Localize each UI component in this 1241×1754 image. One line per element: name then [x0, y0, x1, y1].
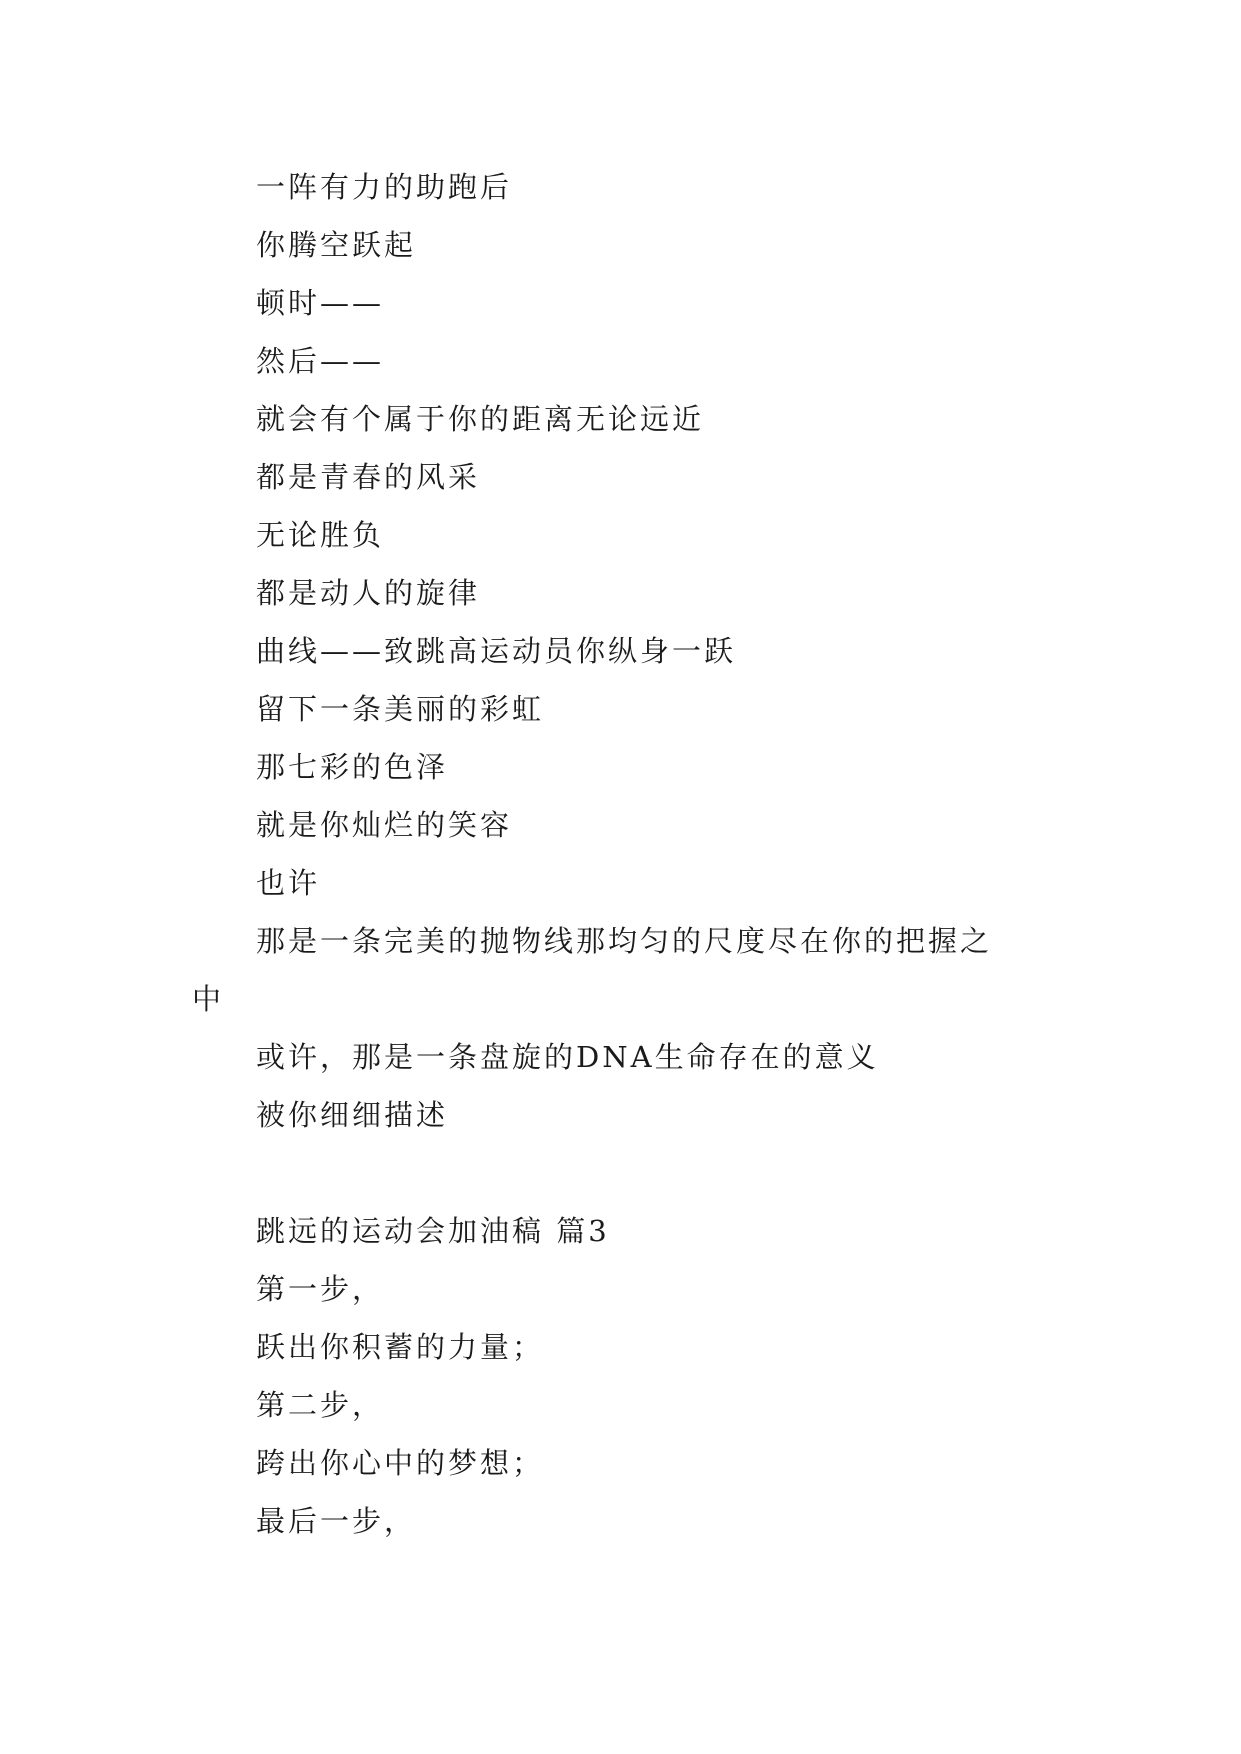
text-line: 都是动人的旋律: [256, 576, 481, 610]
text-line: 那是一条完美的抛物线那均匀的尺度尽在你的把握之: [256, 924, 993, 958]
text-line: 然后——: [256, 344, 385, 378]
text-line: 就是你灿烂的笑容: [256, 808, 513, 842]
text-line: 也许: [256, 866, 321, 900]
text-line-wrap: 中: [192, 982, 225, 1016]
text-line: 留下一条美丽的彩虹: [256, 692, 545, 726]
text-line: 你腾空跃起: [256, 228, 417, 262]
text-line: 跨出你心中的梦想；: [256, 1446, 545, 1480]
text-line: 无论胜负: [256, 518, 385, 552]
text-line: 被你细细描述: [256, 1098, 449, 1132]
text-line: 顿时——: [256, 286, 385, 320]
text-line: 跃出你积蓄的力量；: [256, 1330, 545, 1364]
text-line: 最后一步，: [256, 1504, 417, 1538]
text-line: 就会有个属于你的距离无论远近: [256, 402, 705, 436]
text-line: 曲线——致跳高运动员你纵身一跃: [256, 634, 737, 668]
text-line: 一阵有力的助跑后: [256, 170, 513, 204]
text-line: 第一步，: [256, 1272, 385, 1306]
text-line: 或许，那是一条盘旋的DNA生命存在的意义: [256, 1040, 879, 1074]
document-body: [192, 158, 1052, 1550]
text-line: 第二步，: [256, 1388, 385, 1422]
text-line: 都是青春的风采: [256, 460, 481, 494]
section-title: 跳远的运动会加油稿 篇3: [256, 1214, 610, 1248]
text-line: 那七彩的色泽: [256, 750, 449, 784]
blank-line: [192, 1144, 1052, 1202]
